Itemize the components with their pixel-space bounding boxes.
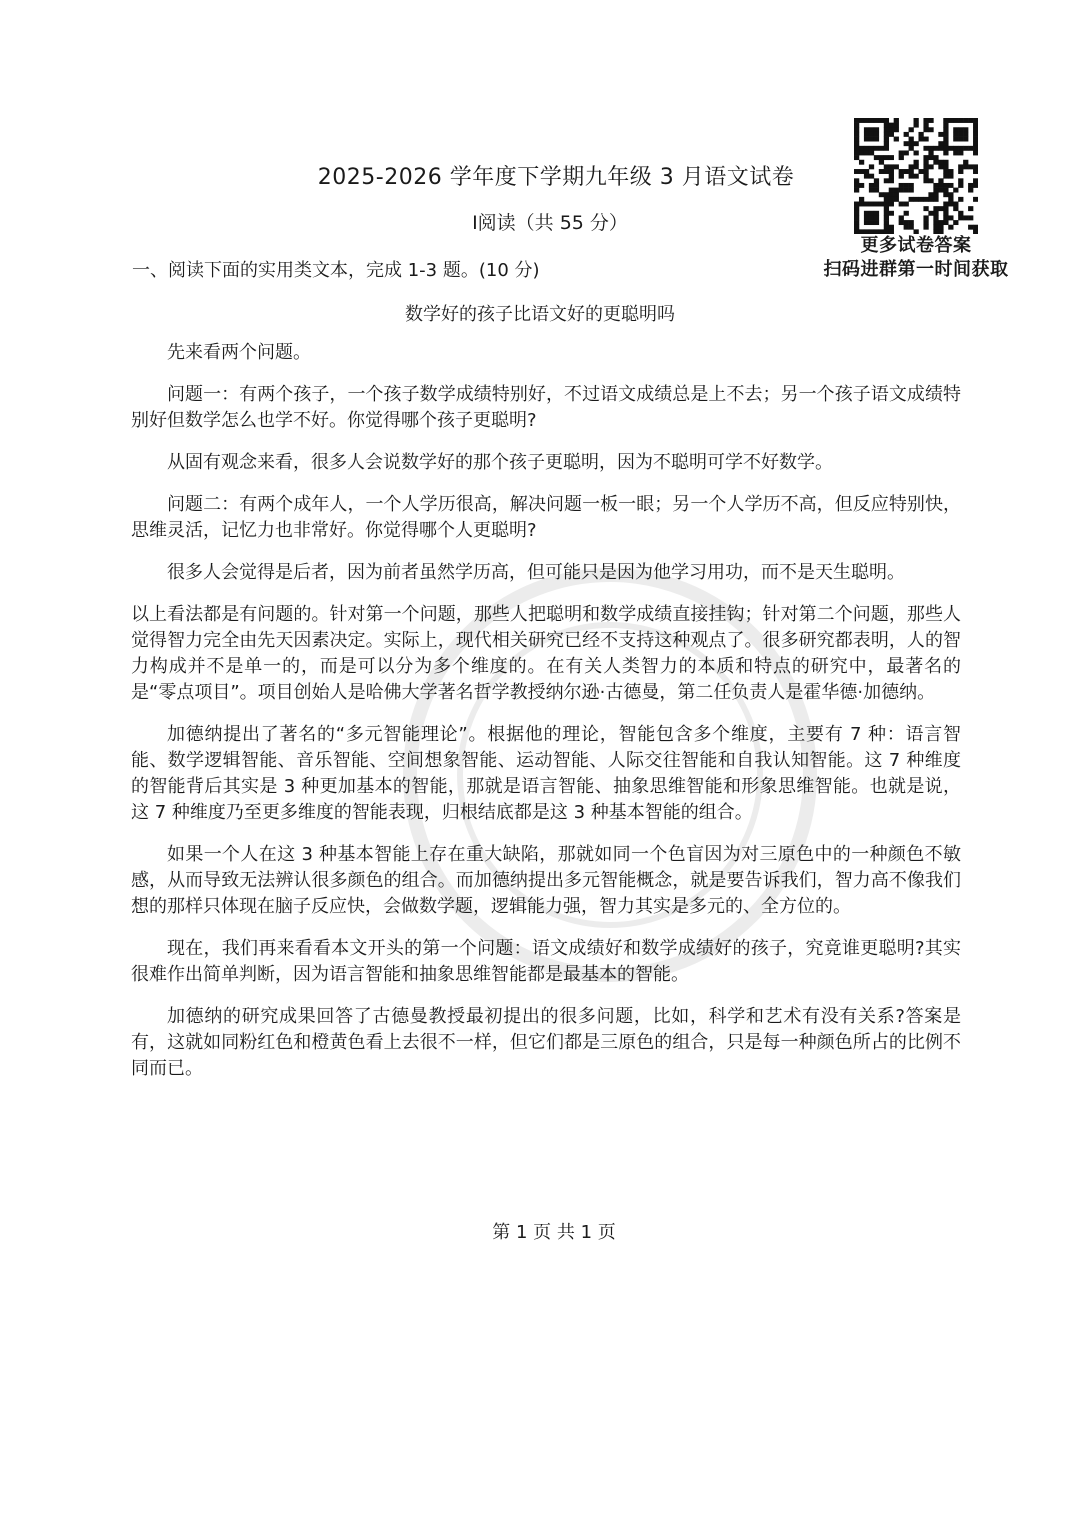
paragraph: 先来看两个问题。	[167, 342, 311, 363]
qr-caption-line1: 更多试卷答案	[860, 235, 972, 256]
page-number: 第 1 页 共 1 页	[492, 1222, 616, 1243]
paragraph: 以上看法都是有问题的。针对第一个问题，那些人把聪明和数学成绩直接挂钩；针对第二个问题，那些人觉得智力完全由先天因素决定。实际上，现代相关研究已经不支持这种观点了。很多研究都表明，人的智力构成并不是单一的，而是可以分为多个维度的。在有关人类智力的本质和特点的研究中，最著名的是“零点项目”。项目创始人是哈佛大学著名哲学教授纳尔逊·古德曼，第二任负责人是霍华德·加德纳。	[131, 604, 961, 703]
qr-caption-line2: 扫码进群第一时间获取	[823, 259, 1009, 280]
paragraph: 如果一个人在这 3 种基本智能上存在重大缺陷，那就如同一个色盲因为对三原色中的一种颜色不敏感，从而导致无法辨认很多颜色的组合。而加德纳提出多元智能概念，就是要告诉我们，智力高不像我们想的那样只体现在脑子反应快，会做数学题，逻辑能力强，智力其实是多元的、全方位的。	[131, 844, 961, 917]
paragraph: 很多人会觉得是后者，因为前者虽然学历高，但可能只是因为他学习用功，而不是天生聪明。	[167, 562, 905, 583]
article-title: 数学好的孩子比语文好的更聪明吗	[405, 304, 675, 325]
paragraph: 现在，我们再来看看本文开头的第一个问题：语文成绩好和数学成绩好的孩子，究竟谁更聪明?其实很难作出简单判断，因为语言智能和抽象思维智能都是最基本的智能。	[131, 938, 961, 985]
paragraph: 问题一：有两个孩子，一个孩子数学成绩特别好，不过语文成绩总是上不去；另一个孩子语文成绩特别好但数学怎么也学不好。你觉得哪个孩子更聪明?	[131, 384, 961, 431]
paragraph: 加德纳的研究成果回答了古德曼教授最初提出的很多问题，比如，科学和艺术有没有关系?答案是有，这就如同粉红色和橙黄色看上去很不一样，但它们都是三原色的组合，只是每一种颜色所占的比例不同而已。	[131, 1006, 961, 1079]
qr-code-block	[812, 118, 1020, 282]
paragraph: 从固有观念来看，很多人会说数学好的那个孩子更聪明，因为不聪明可学不好数学。	[167, 452, 833, 473]
exam-title: 2025-2026 学年度下学期九年级 3 月语文试卷	[317, 165, 795, 190]
paragraph: 加德纳提出了著名的“多元智能理论”。根据他的理论，智能包含多个维度，主要有 7 种：语言智能、数学逻辑智能、音乐智能、空间想象智能、运动智能、人际交往智能和自我认知智能。这 7 种维度的智能背后其实是 3 种更加基本的智能，那就是语言智能、抽象思维智能和形象思维智能。也就是说，这 7 种维度乃至更多维度的智能表现，归根结底都是这 3 种基本智能的组合。	[131, 724, 961, 823]
article-body	[131, 340, 961, 1098]
section-heading: Ⅰ阅读（共 55 分）	[472, 212, 628, 234]
question-heading: 一、阅读下面的实用类文本，完成 1-3 题。(10 分)	[132, 260, 540, 281]
paragraph: 问题二：有两个成年人，一个人学历很高，解决问题一板一眼；另一个人学历不高，但反应特别快，思维灵活，记忆力也非常好。你觉得哪个人更聪明?	[131, 494, 961, 541]
